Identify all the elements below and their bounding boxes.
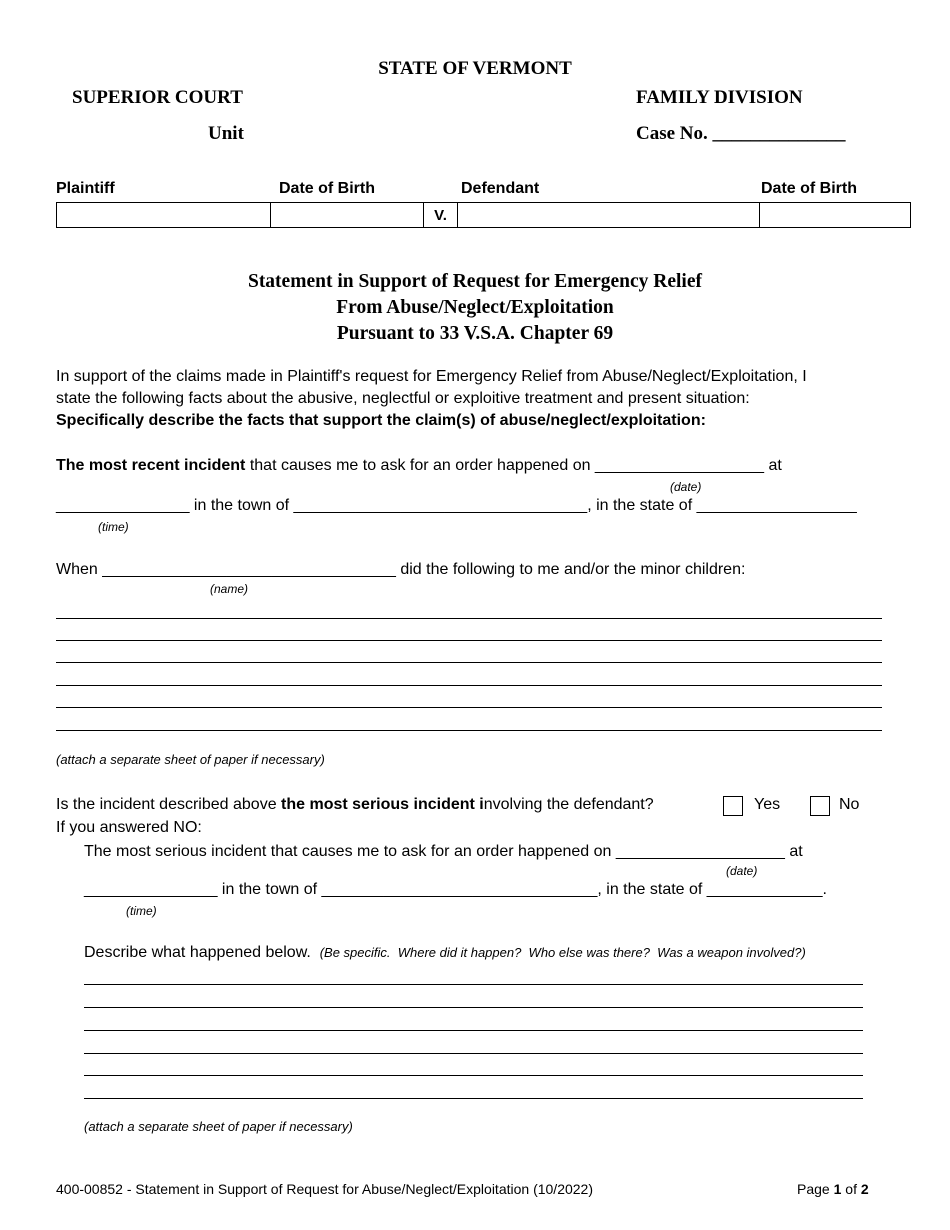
serious-question-post: nvolving the defendant? (483, 796, 654, 813)
versus-cell: V. (424, 203, 458, 228)
describe-label: Describe what happened below. (84, 944, 311, 961)
yes-checkbox[interactable] (723, 796, 743, 816)
serious-description-line-5[interactable] (84, 1075, 863, 1076)
serious-time-caption: (time) (126, 904, 157, 918)
page-number (797, 1181, 869, 1197)
description-line-1[interactable] (56, 618, 882, 619)
plaintiff-name-cell[interactable] (57, 203, 271, 228)
defendant-name-cell[interactable] (458, 203, 760, 228)
plaintiff-dob-cell[interactable] (271, 203, 424, 228)
page-total: 2 (860, 1181, 869, 1197)
serious-question-bold: the most serious incident i (281, 796, 484, 813)
name-caption: (name) (210, 582, 249, 596)
describe-line (84, 944, 806, 962)
no-label: No (839, 796, 860, 813)
plaintiff-dob-label: Date of Birth (279, 180, 375, 197)
recent-incident-lead: The most recent incident (56, 457, 246, 474)
recent-incident-line-1[interactable] (56, 457, 782, 475)
plaintiff-label: Plaintiff (56, 180, 115, 197)
intro-line-1: In support of the claims made in Plaintiff's request for Emergency Relief from Abuse/Neglect/Exploitation, I (56, 368, 807, 385)
defendant-dob-label: Date of Birth (761, 180, 857, 197)
recent-incident-line-2[interactable]: _______________ in the town of _________________________________, in the state of __________________ (56, 497, 857, 514)
when-line[interactable]: When _________________________________ did the following to me and/or the minor children: (56, 561, 746, 578)
description-line-6[interactable] (56, 730, 882, 731)
intro-line-2: state the following facts about the abusive, neglectful or exploitive treatment and present situation: (56, 390, 750, 407)
description-line-5[interactable] (56, 707, 882, 708)
description-line-2[interactable] (56, 640, 882, 641)
case-number-field[interactable]: Case No. ______________ (636, 123, 846, 144)
serious-description-line-1[interactable] (84, 984, 863, 985)
describe-hint: (Be specific. Where did it happen? Who else was there? Was a weapon involved?) (319, 945, 806, 960)
recent-date-caption: (date) (670, 480, 702, 494)
if-no-label: If you answered NO: (56, 819, 202, 836)
page-separator: of (841, 1181, 861, 1197)
court-heading: SUPERIOR COURT (72, 87, 243, 108)
defendant-label: Defendant (461, 180, 540, 197)
form-id-footer: 400-00852 - Statement in Support of Request for Abuse/Neglect/Exploitation (10/2022) (56, 1181, 594, 1197)
yes-label: Yes (754, 796, 781, 813)
description-line-4[interactable] (56, 685, 882, 686)
description-line-3[interactable] (56, 662, 882, 663)
attach-note-1: (attach a separate sheet of paper if necessary) (56, 752, 325, 767)
unit-label: Unit (208, 123, 244, 144)
recent-incident-text: that causes me to ask for an order happened on ___________________ at (245, 457, 782, 474)
serious-description-line-6[interactable] (84, 1098, 863, 1099)
form-title-line-1: Statement in Support of Request for Emergency Relief (247, 271, 703, 292)
serious-description-line-3[interactable] (84, 1030, 863, 1031)
attach-note-2: (attach a separate sheet of paper if necessary) (84, 1119, 353, 1134)
serious-description-line-4[interactable] (84, 1053, 863, 1054)
no-checkbox[interactable] (810, 796, 830, 816)
form-title-line-3: Pursuant to 33 V.S.A. Chapter 69 (336, 323, 614, 344)
serious-date-caption: (date) (726, 864, 758, 878)
serious-incident-line-2[interactable]: _______________ in the town of _______________________________, in the state of _____________. (84, 881, 827, 898)
serious-question-pre: Is the incident described above (56, 796, 282, 813)
serious-incident-line-1[interactable]: The most serious incident that causes me to ask for an order happened on ___________________ at (84, 843, 803, 860)
defendant-dob-cell[interactable] (760, 203, 911, 228)
state-heading: STATE OF VERMONT (378, 58, 572, 79)
page-current: 1 (833, 1181, 842, 1197)
serious-question (56, 796, 654, 814)
form-title-line-2: From Abuse/Neglect/Exploitation (336, 297, 614, 318)
recent-time-caption: (time) (98, 520, 129, 534)
serious-description-line-2[interactable] (84, 1007, 863, 1008)
page-prefix: Page (797, 1181, 834, 1197)
division-heading: FAMILY DIVISION (636, 87, 803, 108)
intro-instruction: Specifically describe the facts that support the claim(s) of abuse/neglect/exploitation: (56, 412, 706, 429)
parties-table (56, 202, 911, 228)
